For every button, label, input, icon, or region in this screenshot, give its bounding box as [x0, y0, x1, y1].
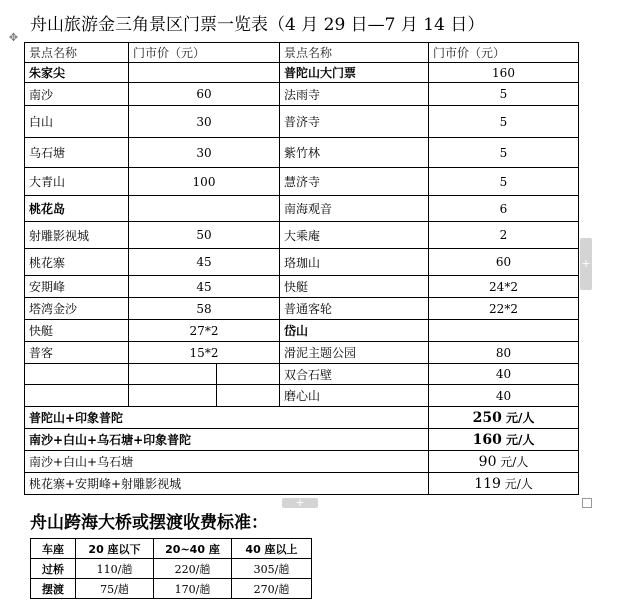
combo-price: 160 元/人	[429, 429, 579, 451]
spot-name: 普济寺	[280, 106, 429, 138]
spot-price: 60	[429, 249, 579, 276]
spot-name: 磨心山	[280, 385, 429, 407]
header-left-name: 景点名称	[25, 43, 129, 63]
spot-price: 100	[129, 168, 280, 196]
header-right-name: 景点名称	[280, 43, 429, 63]
spot-name: 塔湾金沙	[25, 298, 129, 320]
fee-cell: 110/趟	[76, 559, 154, 579]
spot-price: 60	[129, 83, 280, 106]
move-icon[interactable]: ✥	[8, 31, 19, 44]
spot-price: 6	[429, 196, 579, 222]
fee-title: 舟山跨海大桥或摆渡收费标准：	[30, 513, 268, 533]
header-left-price: 门市价（元）	[129, 43, 280, 63]
spot-price: 30	[129, 106, 280, 138]
spot-price: 45	[129, 249, 280, 276]
spot-name: 快艇	[25, 320, 129, 342]
fee-header: 20~40 座	[154, 539, 232, 559]
fee-row-label: 过桥	[31, 559, 76, 579]
resize-handle-icon[interactable]	[582, 498, 592, 508]
fee-header: 20 座以下	[76, 539, 154, 559]
spot-name: 普通客轮	[280, 298, 429, 320]
fee-header: 车座	[31, 539, 76, 559]
plus-icon: +	[295, 496, 305, 509]
spot-price: 27*2	[129, 320, 280, 342]
spot-name: 普客	[25, 342, 129, 364]
fee-table	[30, 538, 312, 599]
group-zhujiajian: 朱家尖	[25, 63, 129, 83]
spot-name: 双合石壁	[280, 364, 429, 385]
spot-price: 5	[429, 83, 579, 106]
spot-name: 大乘庵	[280, 222, 429, 249]
spot-price: 30	[129, 138, 280, 168]
spot-name: 桃花寨	[25, 249, 129, 276]
combo-name: 桃花寨+安期峰+射雕影视城	[25, 473, 429, 495]
spot-name: 射雕影视城	[25, 222, 129, 249]
combo-price: 119 元/人	[429, 473, 579, 495]
combo-name: 南沙+白山+乌石塘	[25, 451, 429, 473]
spot-name: 安期峰	[25, 276, 129, 298]
fee-cell: 270/趟	[232, 579, 312, 599]
fee-cell: 220/趟	[154, 559, 232, 579]
spot-price: 40	[429, 385, 579, 407]
fee-cell: 305/趟	[232, 559, 312, 579]
spot-price: 50	[129, 222, 280, 249]
spot-name: 南海观音	[280, 196, 429, 222]
ticket-table	[24, 42, 579, 495]
spot-name: 珞珈山	[280, 249, 429, 276]
spot-name: 乌石塘	[25, 138, 129, 168]
spot-name: 白山	[25, 106, 129, 138]
fee-cell: 75/趟	[76, 579, 154, 599]
spot-price: 58	[129, 298, 280, 320]
header-right-price: 门市价（元）	[429, 43, 579, 63]
add-column-handle[interactable]	[580, 238, 592, 290]
spot-name: 快艇	[280, 276, 429, 298]
spot-price: 5	[429, 138, 579, 168]
spot-price: 2	[429, 222, 579, 249]
spot-name: 法雨寺	[280, 83, 429, 106]
group-taohuadao: 桃花岛	[25, 196, 129, 222]
spot-name: 紫竹林	[280, 138, 429, 168]
combo-name: 南沙+白山+乌石塘+印象普陀	[25, 429, 429, 451]
group-putuoshan: 普陀山大门票	[280, 63, 429, 83]
combo-price: 90 元/人	[429, 451, 579, 473]
spot-price: 15*2	[129, 342, 280, 364]
plus-icon: +	[581, 257, 591, 270]
spot-price: 80	[429, 342, 579, 364]
putuoshan-price: 160	[429, 63, 579, 83]
spot-name: 慧济寺	[280, 168, 429, 196]
spot-price: 5	[429, 168, 579, 196]
spot-name: 南沙	[25, 83, 129, 106]
spot-price: 40	[429, 364, 579, 385]
fee-row-label: 摆渡	[31, 579, 76, 599]
spot-name: 滑泥主题公园	[280, 342, 429, 364]
combo-name: 普陀山+印象普陀	[25, 407, 429, 429]
page-title: 舟山旅游金三角景区门票一览表（4 月 29 日—7 月 14 日）	[30, 15, 485, 35]
spot-price: 24*2	[429, 276, 579, 298]
fee-header: 40 座以上	[232, 539, 312, 559]
spot-price: 45	[129, 276, 280, 298]
combo-price: 250 元/人	[429, 407, 579, 429]
spot-price: 5	[429, 106, 579, 138]
fee-cell: 170/趟	[154, 579, 232, 599]
spot-name: 大青山	[25, 168, 129, 196]
add-row-handle[interactable]	[282, 498, 318, 508]
group-daishan: 岱山	[280, 320, 429, 342]
spot-price: 22*2	[429, 298, 579, 320]
